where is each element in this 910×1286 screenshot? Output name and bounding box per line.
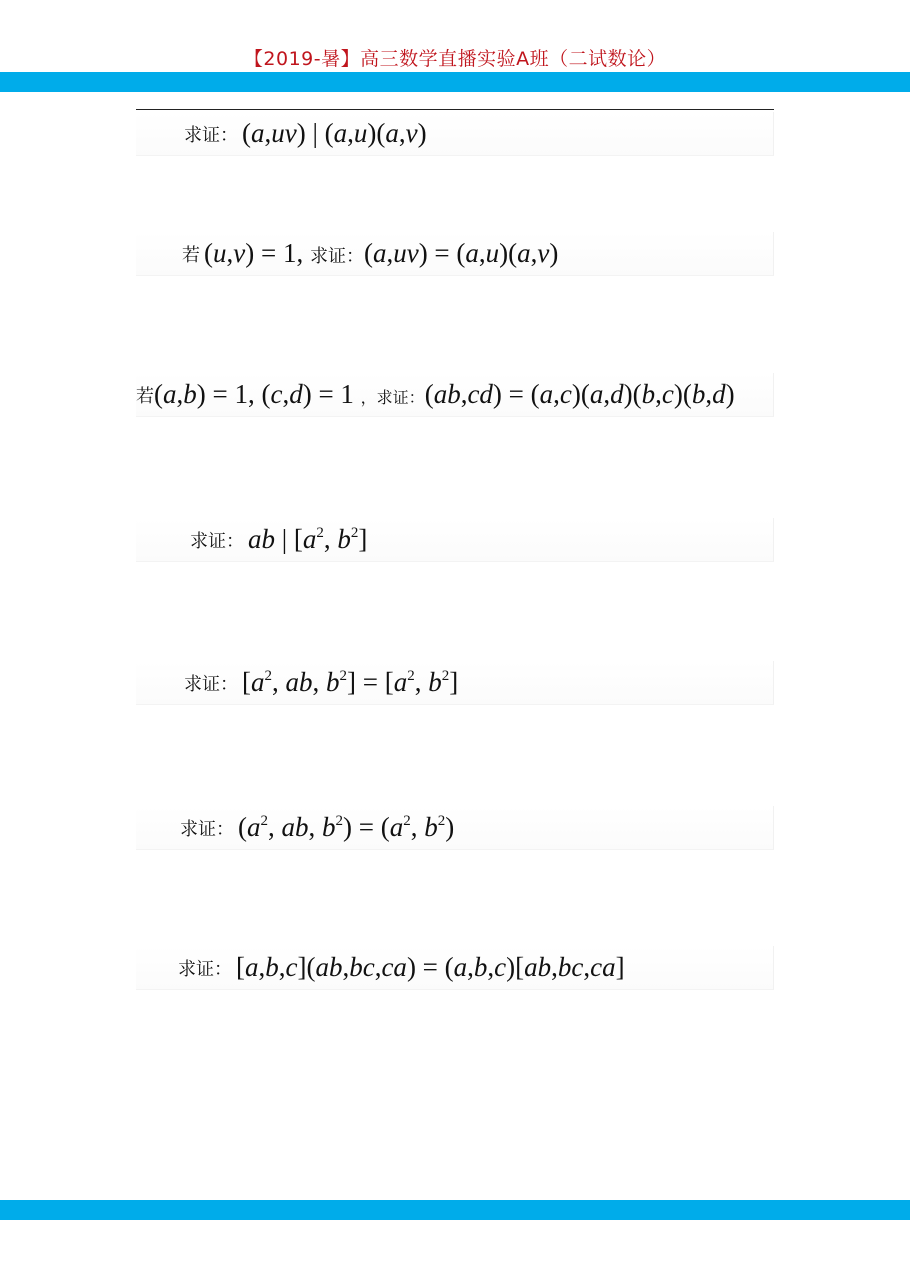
problem-1-formula: (a,uv) | (a,u)(a,v) — [242, 118, 427, 148]
problem-2-prefix: 若 — [182, 244, 200, 266]
problem-3-formula: (a,b) = 1, (c,d) = 1 ，求证：(ab,cd) = (a,c)(a,d)(b,c)(b,d) — [154, 379, 735, 409]
problem-6 — [136, 806, 774, 850]
problem-3 — [136, 373, 774, 417]
problem-1-prefix: 求证： — [184, 124, 238, 146]
problem-5-formula: [$a^2$, ab, $b^2] = [a^2$, $b^2$] — [242, 667, 459, 697]
problem-2-formula: (u,v) = 1, 求证：(a,uv) = (a,u)(a,v) — [204, 238, 559, 268]
page-header-title: 【2019-暑】高三数学直播实验A班（二试数论） — [243, 48, 667, 70]
problem-7-formula: [a,b,c](ab,bc,ca) = (a,b,c)[ab,bc,ca] — [236, 952, 625, 982]
problem-6-prefix: 求证： — [180, 818, 234, 840]
problem-5-prefix: 求证： — [184, 673, 238, 695]
problem-4-prefix: 求证： — [190, 530, 244, 552]
problem-4 — [136, 518, 774, 562]
problem-7 — [136, 946, 774, 990]
footer-band — [0, 1200, 910, 1220]
problem-4-formula: ab | [$a^2$, $b^2$] — [248, 524, 368, 554]
problem-6-formula: ($a^2$, ab, $b^2) = (a^2$, $b^2$) — [238, 812, 455, 842]
header-band — [0, 72, 910, 92]
problem-7-prefix: 求证： — [178, 958, 232, 980]
header-rule — [136, 109, 774, 110]
problem-2 — [136, 232, 774, 276]
problem-3-prefix: 若 — [136, 385, 154, 407]
problem-1 — [136, 112, 774, 156]
problem-5 — [136, 661, 774, 705]
